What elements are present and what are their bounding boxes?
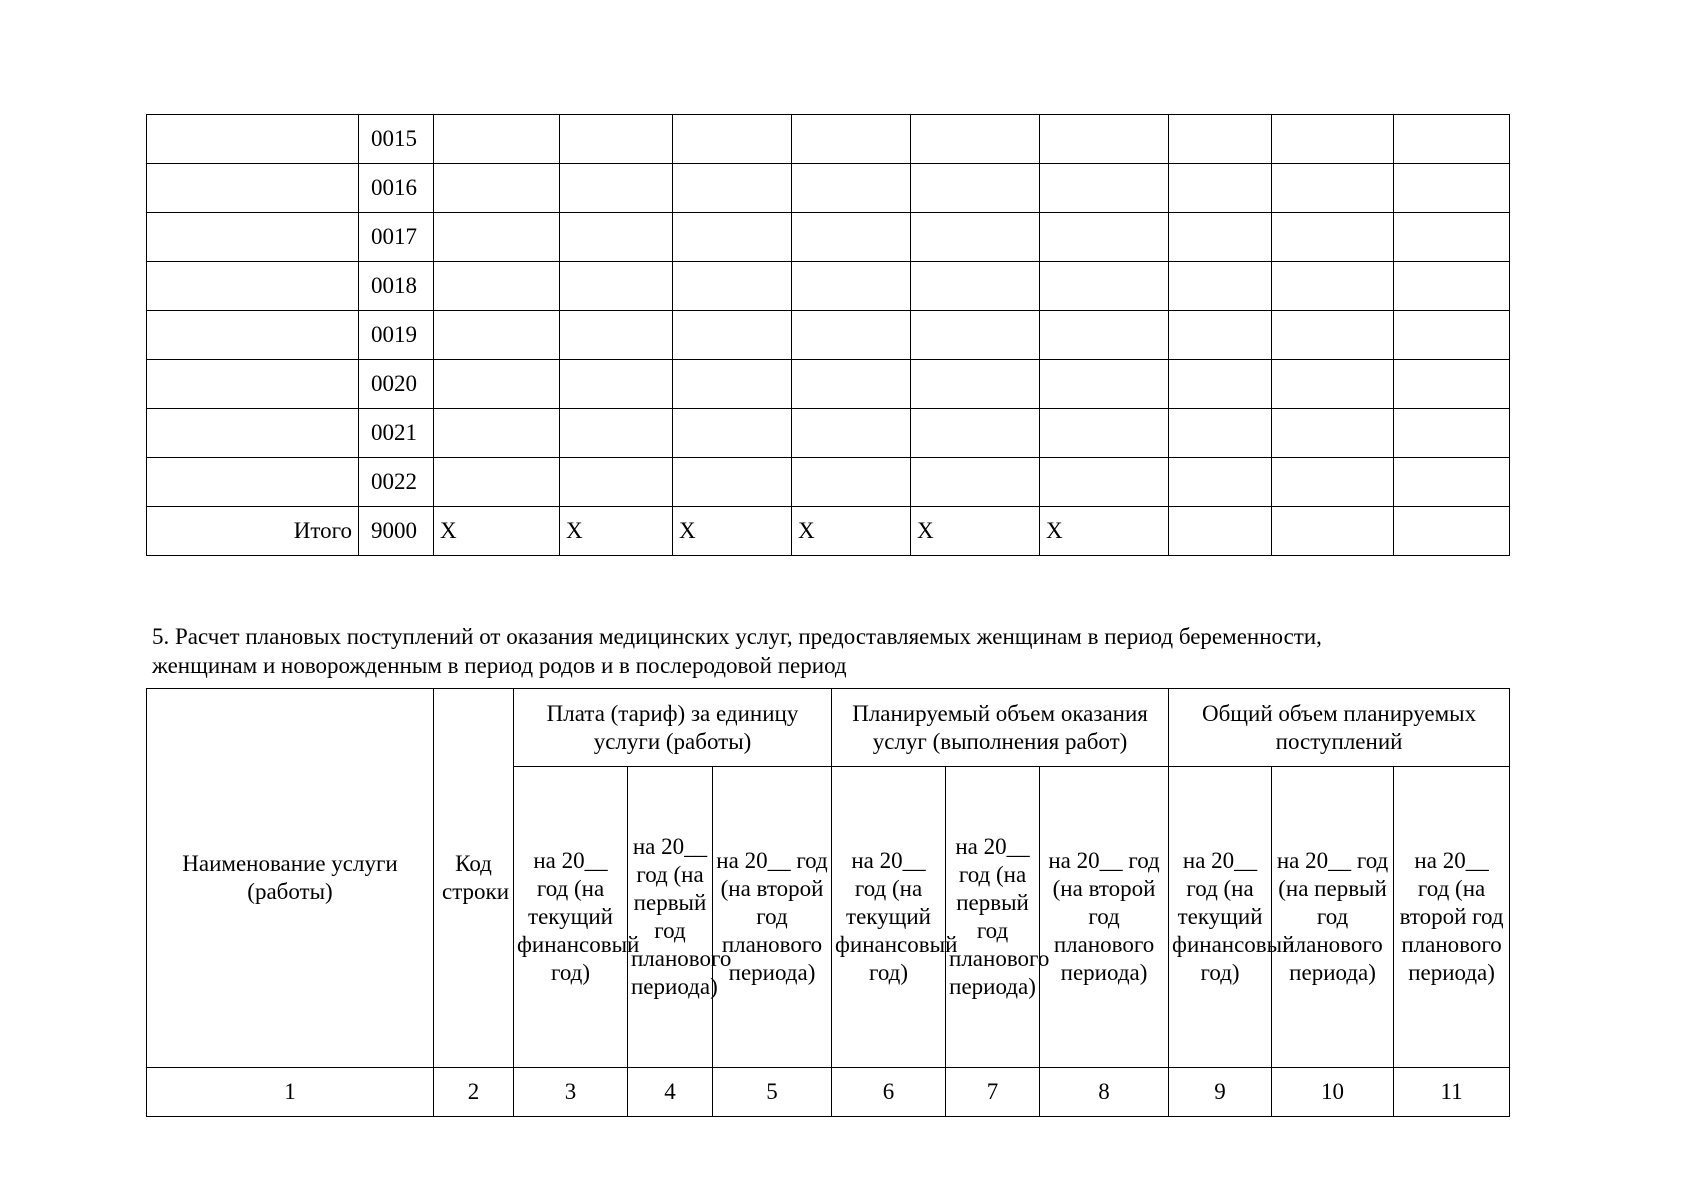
empty-value-cell — [1040, 360, 1169, 409]
empty-value-cell — [1272, 164, 1394, 213]
row-code-cell: 0016 — [359, 164, 434, 213]
column-number: 1 — [147, 1068, 434, 1117]
empty-value-cell — [673, 458, 792, 507]
column-number: 3 — [514, 1068, 628, 1117]
empty-value-cell — [1040, 458, 1169, 507]
header-price-second-plan-year: на 20__ год (на второй год планового периода) — [713, 767, 832, 1068]
empty-value-cell — [1394, 311, 1510, 360]
total-value-cell — [1272, 507, 1394, 556]
empty-value-cell — [1040, 409, 1169, 458]
empty-value-cell — [792, 311, 911, 360]
total-value-cell — [1169, 507, 1272, 556]
empty-value-cell — [1169, 213, 1272, 262]
total-value-cell — [1394, 507, 1510, 556]
row-code-cell: 0017 — [359, 213, 434, 262]
empty-value-cell — [911, 458, 1040, 507]
total-row — [147, 507, 1510, 556]
empty-value-cell — [1169, 164, 1272, 213]
section-caption-line-2: женщинам и новорожденным в период родов и в послеродовой период — [152, 653, 847, 678]
empty-value-cell — [1272, 311, 1394, 360]
header-total-second-plan-year: на 20__ год (на второй год планового периода) — [1394, 767, 1510, 1068]
empty-value-cell — [1169, 115, 1272, 164]
top-table — [146, 114, 1510, 556]
empty-value-cell — [911, 164, 1040, 213]
empty-value-cell — [1169, 262, 1272, 311]
empty-value-cell — [673, 360, 792, 409]
header-row-groups — [147, 689, 1510, 767]
empty-value-cell — [792, 115, 911, 164]
empty-value-cell — [434, 213, 560, 262]
header-volume-second-plan-year: на 20__ год (на второй год планового периода) — [1040, 767, 1169, 1068]
empty-value-cell — [911, 409, 1040, 458]
empty-value-cell — [673, 311, 792, 360]
empty-value-cell — [1040, 311, 1169, 360]
empty-value-cell — [792, 409, 911, 458]
x-mark-cell: X — [673, 507, 792, 556]
row-name-cell — [147, 164, 359, 213]
row-name-cell — [147, 262, 359, 311]
header-price-current-year: на 20__ год (на текущий финансовый год) — [514, 767, 628, 1068]
empty-value-cell — [792, 262, 911, 311]
top-table-body — [147, 115, 1510, 556]
x-mark-cell: X — [560, 507, 673, 556]
empty-value-cell — [1272, 409, 1394, 458]
empty-value-cell — [560, 311, 673, 360]
empty-value-cell — [1394, 360, 1510, 409]
total-label: Итого — [147, 507, 359, 556]
empty-value-cell — [792, 213, 911, 262]
header-total-current-year: на 20__ год (на текущий финансовый год) — [1169, 767, 1272, 1068]
empty-value-cell — [792, 360, 911, 409]
empty-value-cell — [792, 164, 911, 213]
table-row — [147, 360, 1510, 409]
column-number: 10 — [1272, 1068, 1394, 1117]
empty-value-cell — [911, 115, 1040, 164]
table-row — [147, 262, 1510, 311]
row-code-cell: 0022 — [359, 458, 434, 507]
row-code-cell: 0019 — [359, 311, 434, 360]
column-number: 2 — [434, 1068, 514, 1117]
empty-value-cell — [560, 409, 673, 458]
empty-value-cell — [1272, 360, 1394, 409]
empty-value-cell — [911, 262, 1040, 311]
empty-value-cell — [1169, 360, 1272, 409]
row-code-cell: 0020 — [359, 360, 434, 409]
row-code-cell: 0021 — [359, 409, 434, 458]
header-group-price: Плата (тариф) за единицу услуги (работы) — [514, 689, 832, 767]
empty-value-cell — [1394, 262, 1510, 311]
empty-value-cell — [1394, 458, 1510, 507]
header-volume-first-plan-year: на 20__ год (на первый год планового периода) — [946, 767, 1040, 1068]
table-row — [147, 115, 1510, 164]
section-caption-line-1: 5. Расчет плановых поступлений от оказания медицинских услуг, предоставляемых женщинам в период беременности, — [152, 624, 1322, 649]
empty-value-cell — [1394, 409, 1510, 458]
table-row — [147, 213, 1510, 262]
x-mark-cell: X — [911, 507, 1040, 556]
row-code-cell: 0015 — [359, 115, 434, 164]
column-number: 5 — [713, 1068, 832, 1117]
table-row — [147, 311, 1510, 360]
column-numbers-row — [147, 1068, 1510, 1117]
empty-value-cell — [560, 262, 673, 311]
empty-value-cell — [1040, 115, 1169, 164]
column-number: 11 — [1394, 1068, 1510, 1117]
header-group-total: Общий объем планируемых поступлений — [1169, 689, 1510, 767]
empty-value-cell — [1040, 213, 1169, 262]
header-volume-current-year: на 20__ год (на текущий финансовый год) — [832, 767, 946, 1068]
column-number: 8 — [1040, 1068, 1169, 1117]
table-row — [147, 164, 1510, 213]
empty-value-cell — [673, 213, 792, 262]
empty-value-cell — [911, 213, 1040, 262]
planned-revenue-table — [146, 688, 1510, 1117]
empty-value-cell — [1272, 213, 1394, 262]
empty-value-cell — [673, 115, 792, 164]
row-name-cell — [147, 458, 359, 507]
empty-value-cell — [1272, 262, 1394, 311]
empty-value-cell — [1272, 458, 1394, 507]
empty-value-cell — [434, 409, 560, 458]
empty-value-cell — [911, 311, 1040, 360]
section-caption — [152, 622, 1512, 680]
empty-value-cell — [434, 115, 560, 164]
column-number: 9 — [1169, 1068, 1272, 1117]
empty-value-cell — [1169, 458, 1272, 507]
x-mark-cell: X — [434, 507, 560, 556]
empty-value-cell — [673, 164, 792, 213]
header-group-volume: Планируемый объем оказания услуг (выполнения работ) — [832, 689, 1169, 767]
empty-value-cell — [673, 262, 792, 311]
row-name-cell — [147, 311, 359, 360]
total-code: 9000 — [359, 507, 434, 556]
empty-value-cell — [1169, 409, 1272, 458]
header-total-first-plan-year: на 20__ год (на первый год планового периода) — [1272, 767, 1394, 1068]
empty-value-cell — [434, 360, 560, 409]
empty-value-cell — [673, 409, 792, 458]
row-name-cell — [147, 115, 359, 164]
empty-value-cell — [560, 115, 673, 164]
empty-value-cell — [911, 360, 1040, 409]
column-number: 4 — [628, 1068, 713, 1117]
row-name-cell — [147, 360, 359, 409]
x-mark-cell: X — [792, 507, 911, 556]
empty-value-cell — [1169, 311, 1272, 360]
column-number: 6 — [832, 1068, 946, 1117]
header-service-name: Наименование услуги (работы) — [147, 689, 434, 1068]
empty-value-cell — [560, 458, 673, 507]
empty-value-cell — [434, 262, 560, 311]
column-number: 7 — [946, 1068, 1040, 1117]
header-price-first-plan-year: на 20__ год (на первый год планового периода) — [628, 767, 713, 1068]
row-name-cell — [147, 409, 359, 458]
empty-value-cell — [1394, 213, 1510, 262]
empty-value-cell — [1040, 262, 1169, 311]
empty-value-cell — [792, 458, 911, 507]
empty-value-cell — [560, 360, 673, 409]
empty-value-cell — [1394, 164, 1510, 213]
header-row-code: Код строки — [434, 689, 514, 1068]
x-mark-cell: X — [1040, 507, 1169, 556]
empty-value-cell — [560, 164, 673, 213]
row-code-cell: 0018 — [359, 262, 434, 311]
empty-value-cell — [1272, 115, 1394, 164]
table-row — [147, 458, 1510, 507]
empty-value-cell — [1394, 115, 1510, 164]
empty-value-cell — [560, 213, 673, 262]
empty-value-cell — [1040, 164, 1169, 213]
empty-value-cell — [434, 311, 560, 360]
empty-value-cell — [434, 164, 560, 213]
empty-value-cell — [434, 458, 560, 507]
row-name-cell — [147, 213, 359, 262]
table-row — [147, 409, 1510, 458]
